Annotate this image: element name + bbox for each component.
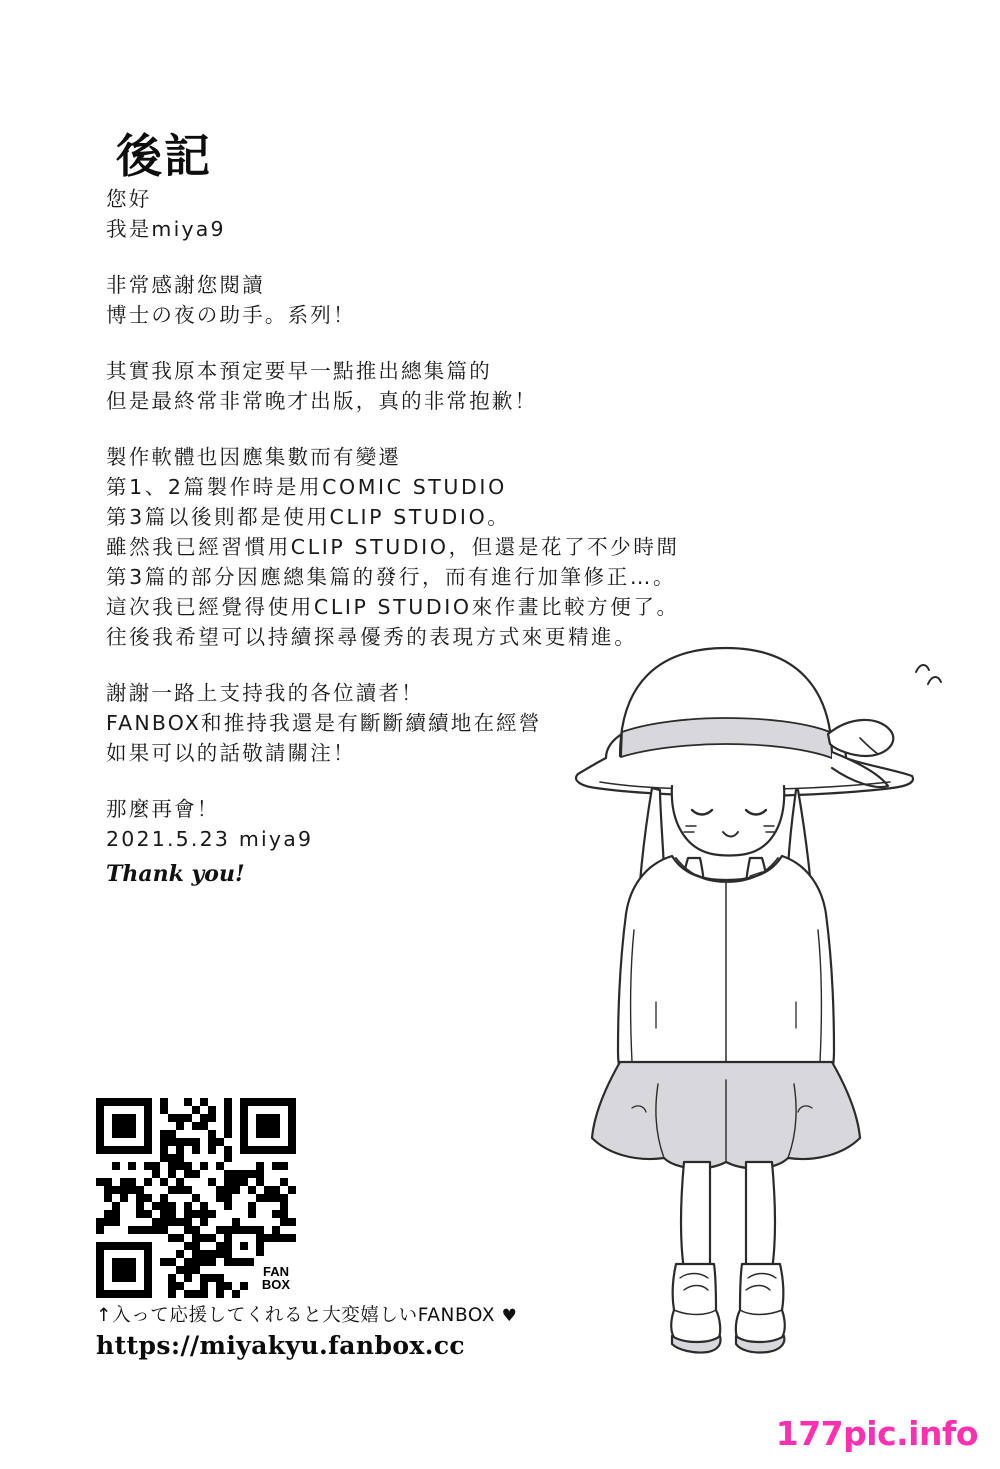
- face: [672, 786, 784, 856]
- fanbox-url-link[interactable]: https://miyakyu.fanbox.cc: [96, 1331, 466, 1360]
- fanbox-logo-badge: [254, 1256, 298, 1300]
- fanbox-badge-line2: BOX: [261, 1277, 291, 1292]
- afterword-paragraph: [106, 184, 806, 244]
- afterword-line: 2021.5.23 miya9: [106, 827, 314, 851]
- afterword-line: 那麼再會！: [106, 797, 220, 821]
- page-title: 後記: [116, 129, 212, 183]
- afterword-line: 往後我希望可以持續探尋優秀的表現方式來更精進。: [106, 625, 638, 649]
- afterword-line: 您好: [106, 187, 152, 211]
- afterword-line: 但是最終常非常晚才出版，真的非常抱歉！: [106, 389, 538, 413]
- afterword-line: 如果可以的話敬請關注！: [106, 741, 356, 765]
- afterword-line: 我是miya9: [106, 217, 226, 241]
- fanbox-badge-line1: FAN: [263, 1264, 289, 1279]
- afterword-line: 非常感謝您閱讀: [106, 273, 265, 297]
- site-watermark: 177pic.info: [775, 1414, 978, 1453]
- afterword-line: 這次我已經覺得使用CLIP STUDIO來作畫比較方便了。: [106, 595, 680, 619]
- afterword-line: 第1、2篇製作時是用COMIC STUDIO: [106, 475, 507, 499]
- fanbox-caption: [96, 1301, 616, 1327]
- girl-with-sun-hat-drawing: [560, 610, 990, 1410]
- heart-icon: ♥: [501, 1306, 518, 1326]
- afterword-line: 其實我原本預定要早一點推出總集篇的: [106, 359, 492, 383]
- fanbox-caption-text: ↑入って応援してくれると大変嬉しいFANBOX: [96, 1305, 502, 1326]
- fanbox-link-block: [96, 1301, 616, 1360]
- afterword-paragraph: [106, 356, 806, 416]
- afterword-line: 博士の夜の助手。系列！: [106, 303, 356, 327]
- afterword-line: 謝謝一路上支持我的各位讀者！: [106, 681, 424, 705]
- signature-thank-you: Thank you!: [106, 861, 245, 887]
- afterword-paragraph: [106, 270, 806, 330]
- coat: [618, 856, 834, 1080]
- legs: [681, 1162, 775, 1270]
- afterword-line: 雖然我已經習慣用CLIP STUDIO，但還是花了不少時間: [106, 535, 680, 559]
- sun-hat: [576, 648, 913, 796]
- afterword-line: 製作軟體也因應集數而有變遷: [106, 445, 402, 469]
- skirt: [592, 1062, 860, 1168]
- illustration-svg: [560, 610, 990, 1410]
- afterword-line: 第3篇以後則都是使用CLIP STUDIO。: [106, 505, 511, 529]
- breath-marks-icon: [916, 665, 941, 684]
- afterword-line: 第3篇的部分因應總集篇的發行，而有進行加筆修正…。: [106, 565, 677, 589]
- fanbox-qr-code[interactable]: [96, 1098, 296, 1298]
- afterword-line: FANBOX和推持我還是有斷斷續續地在經營: [106, 711, 542, 735]
- boots: [671, 1264, 785, 1353]
